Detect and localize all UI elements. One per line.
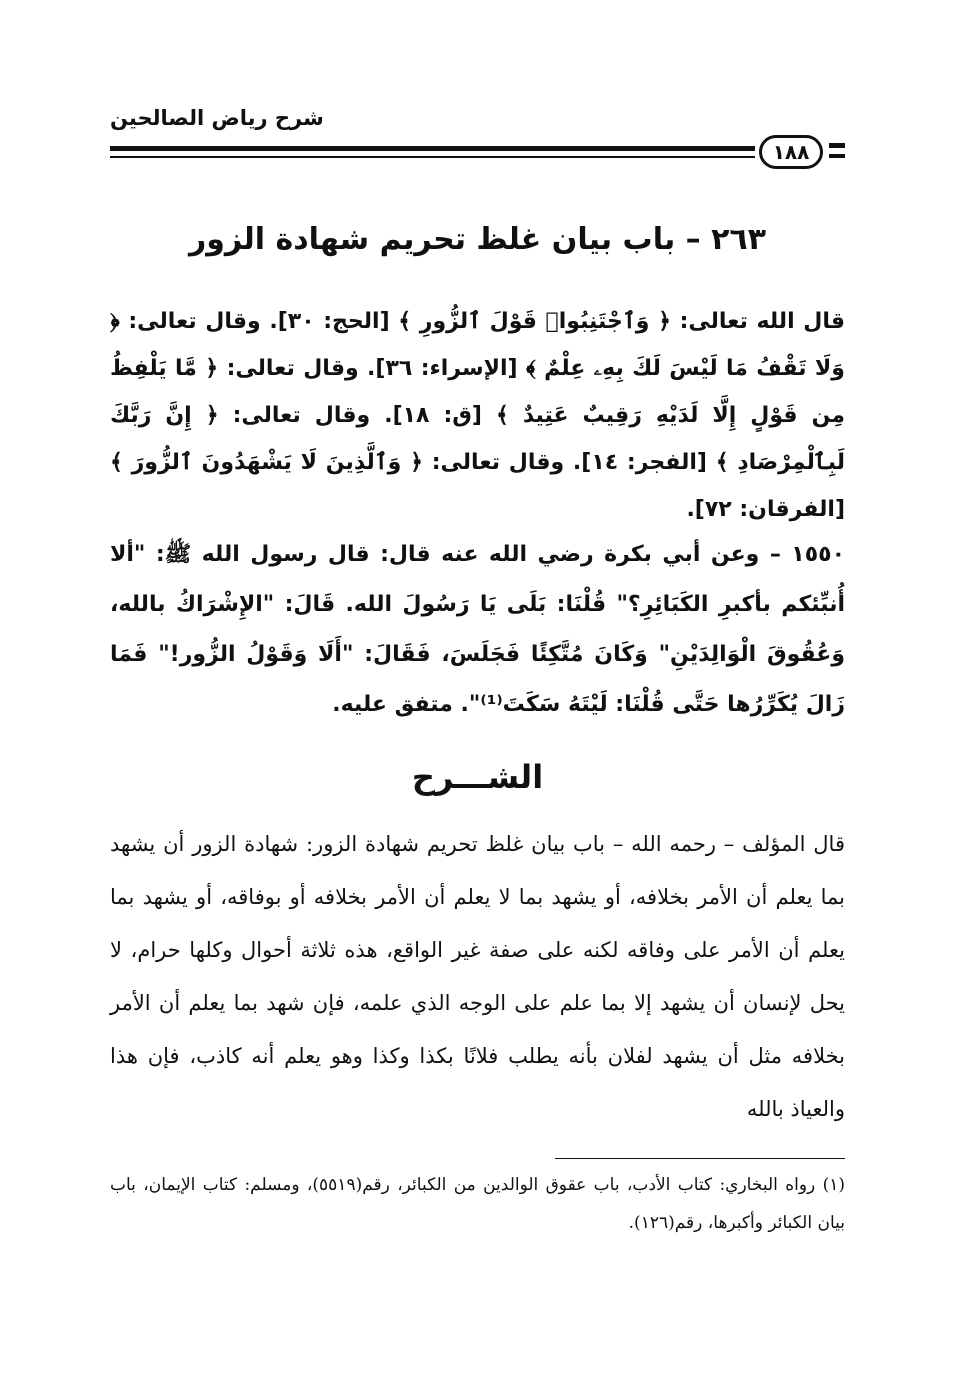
header-ornament — [829, 154, 845, 158]
header-rule-thin — [110, 156, 755, 158]
footnote-divider — [555, 1158, 845, 1159]
quran-verses-paragraph: قال الله تعالى: ﴿ وَٱجْتَنِبُوا۟ قَوْلَ ٱلزُّورِ ﴾ [الحج: ٣٠]. وقال تعالى: ﴿ وَلَا تَقْفُ مَا لَيْسَ لَكَ بِهِۦ عِلْمٌ ﴾ [الإسراء: ٣٦]. وقال تعالى: ﴿ مَّا يَلْفِظُ مِن قَوْلٍ إِلَّا لَدَيْهِ رَقِيبٌ عَتِيدٌ ﴾ [ق: ١٨]. وقال تعالى: ﴿ إِنَّ رَبَّكَ لَبِٱلْمِرْصَادِ ﴾ [الفجر: ١٤]. وقال تعالى: ﴿ وَٱلَّذِينَ لَا يَشْهَدُونَ ٱلزُّورَ ﴾ [الفرقان: ٧٢]. — [110, 309, 846, 522]
hadith-paragraph: ١٥٥٠ – وعن أبي بكرة رضي الله عنه قال: قال رسول الله ﷺ: "ألا أُنبِّئكم بأكبرِ الكَبَائِرِ؟" قُلْنَا: بَلَى يَا رَسُولَ الله. قَالَ: "الإِشْرَاكُ بالله، وَعُقُوقَ الْوَالِدَيْنِ" وَكَانَ مُتَّكِئًا فَجَلَسَ، فَقَالَ: "أَلَا وَقَوْلُ الزُّور!" فَمَا زَالَ يُكَرِّرُها حَتَّى قُلْنَا: لَيْتَهُ سَكَتَ⁽¹⁾". متفق عليه. — [110, 542, 845, 717]
chapter-title: ٢٦٣ – باب بيان غلظ تحريم شهادة الزور — [188, 222, 767, 257]
commentary-paragraph: قال المؤلف – رحمه الله – باب بيان غلظ تحريم شهادة الزور: شهادة الزور أن يشهد بما يعلم أن الأمر بخلافه، أو يشهد بما لا يعلم أن الأمر بخلافه أو بوفاقه، أو يشهد بما يعلم أن الأمر على وفاقه لكنه على صفة غير الواقع، هذه ثلاثة أحوال وكلها حرام، لا يحل لإنسان أن يشهد إلا بما علم على الوجه الذي علمه، فإن شهد بما يعلم أن الأمر بخلافه مثل أن يشهد لفلان بأنه يطلب فلانًا بكذا وكذا وهو يعلم أنه كاذب، فإن هذا والعياذ بالله — [110, 832, 845, 1121]
footnote: (١) رواه البخاري: كتاب الأدب، باب عقوق الوالدين من الكبائر، رقم(٥٥١٩)، ومسلم: كتاب الإيمان، باب بيان الكبائر وأكبرها، رقم(١٢٦). — [110, 1175, 845, 1233]
page-number: ١٨٨ — [759, 135, 823, 169]
header-ornament — [829, 143, 845, 148]
header-rule-thick — [110, 146, 755, 151]
page-header — [110, 98, 845, 188]
commentary-heading: الشـــرح — [411, 758, 544, 796]
running-title: شرح رياض الصالحين — [110, 106, 324, 130]
